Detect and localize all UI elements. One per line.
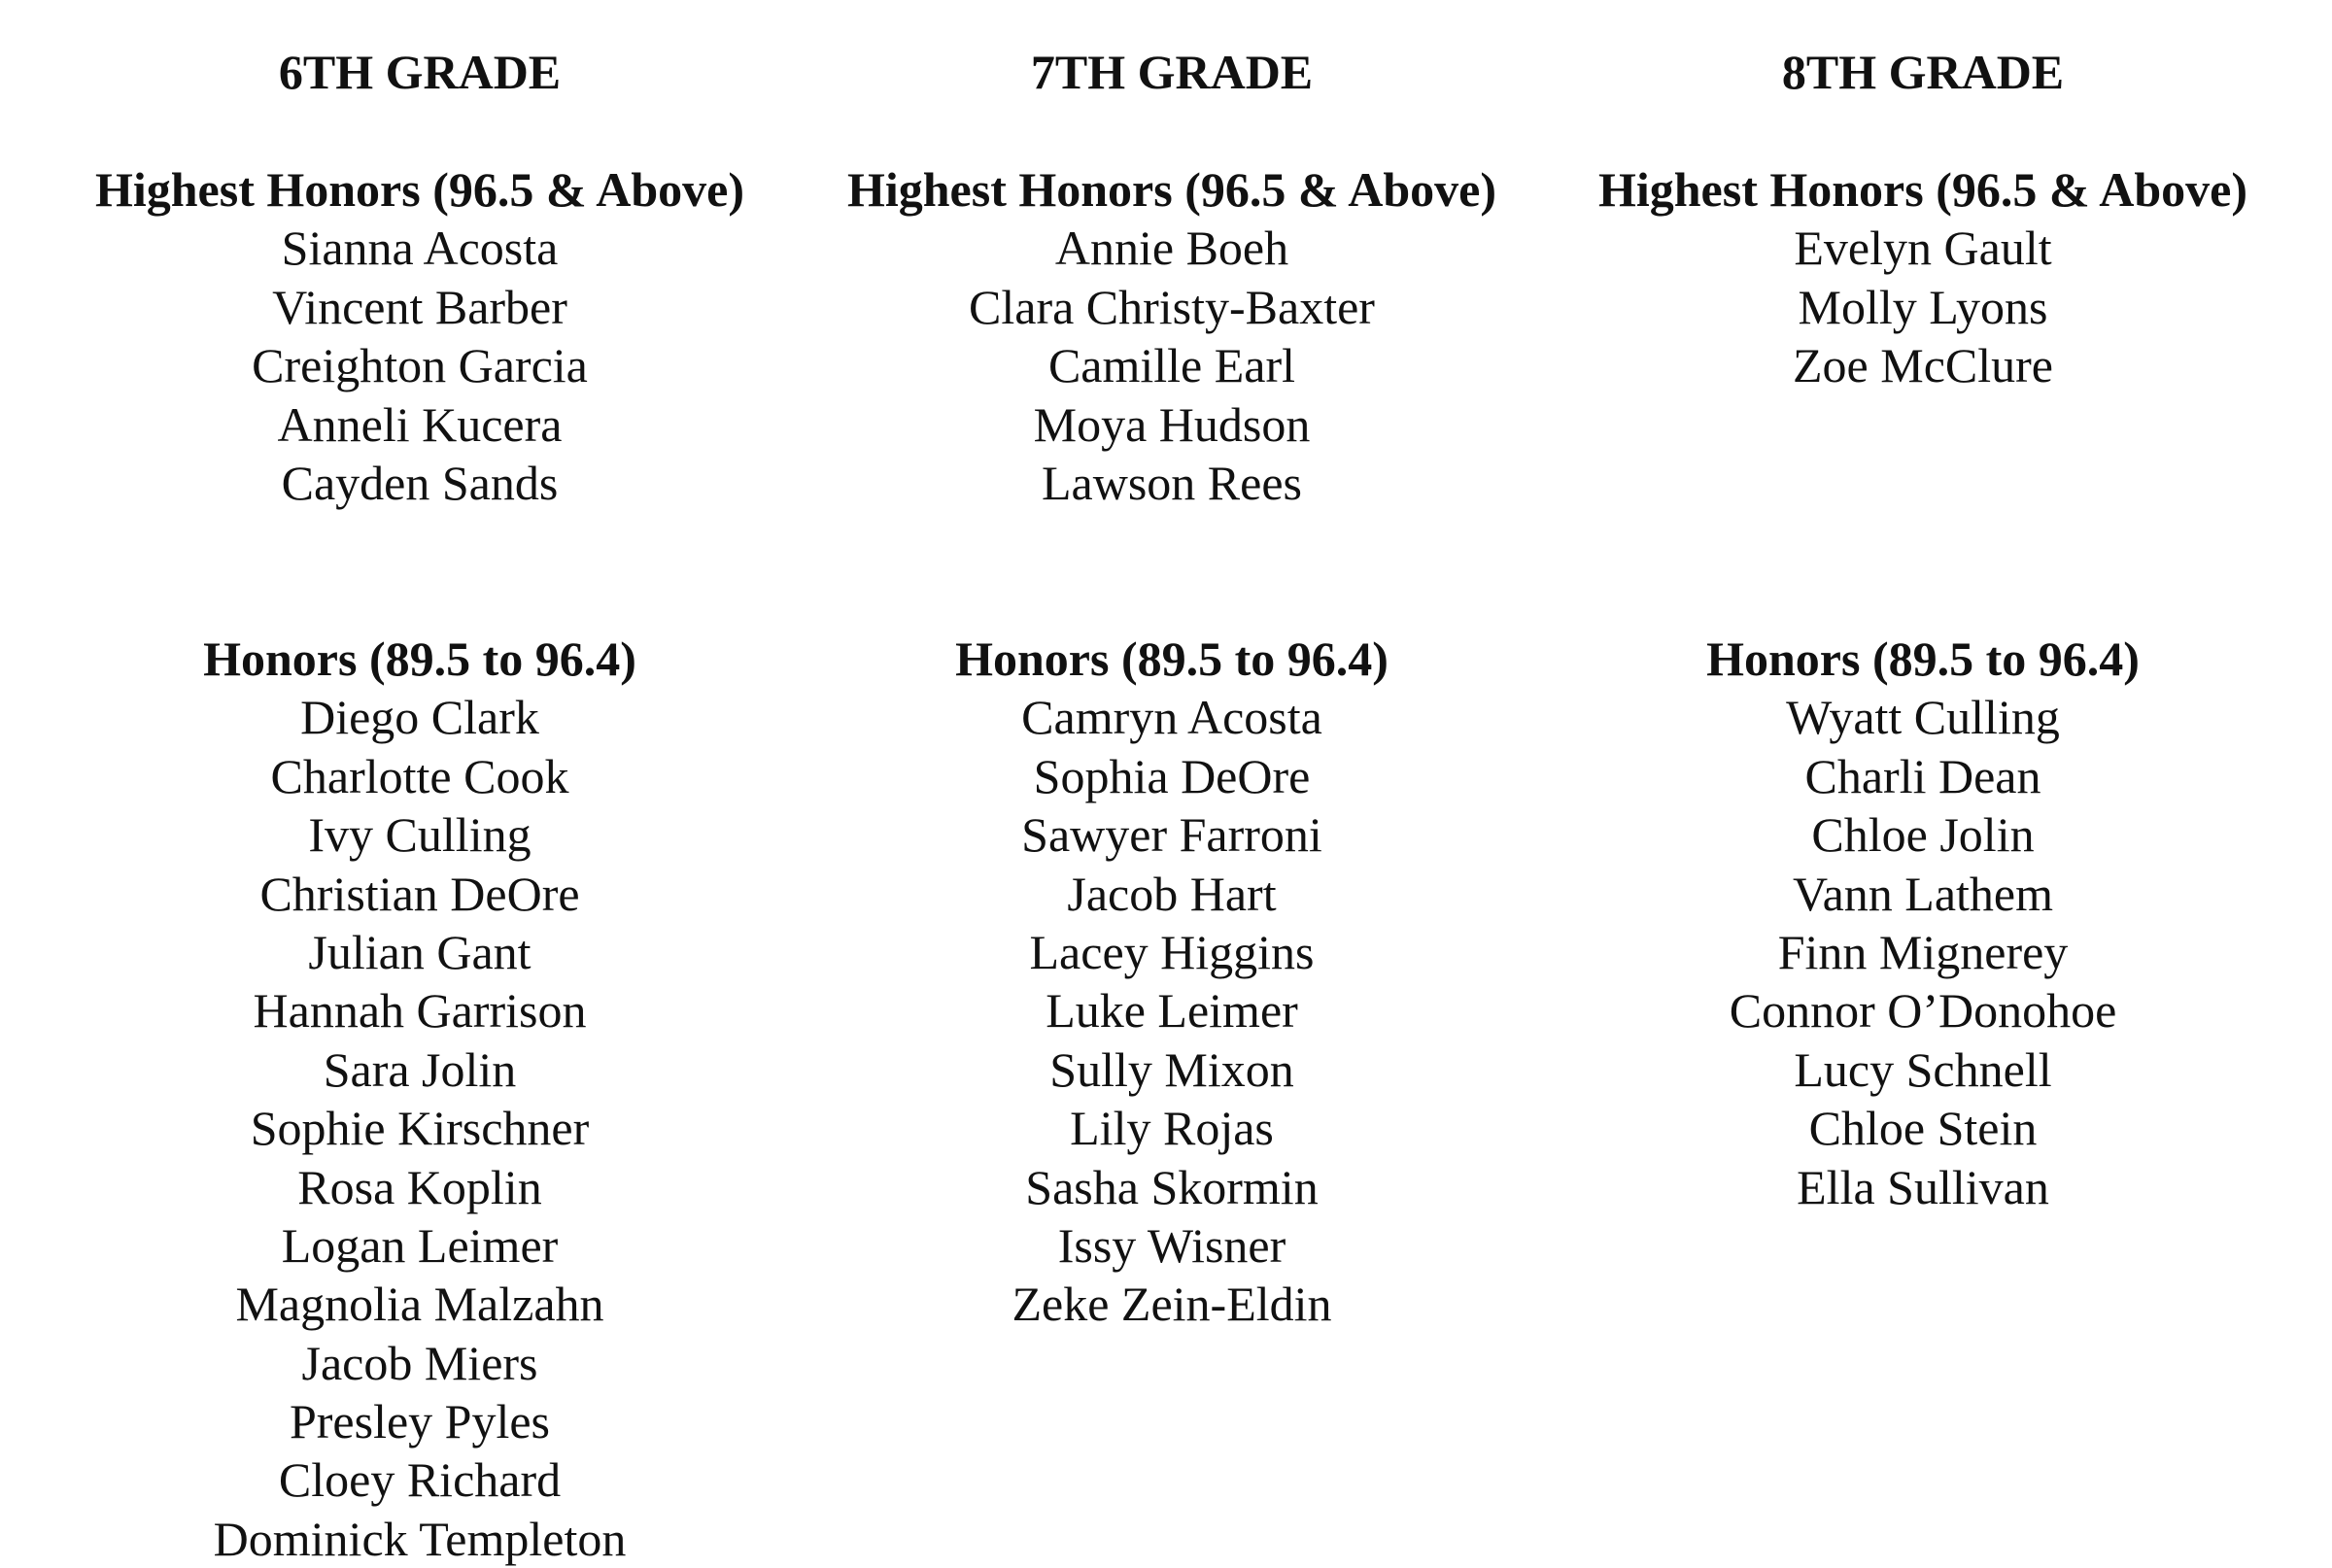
student-name: Sasha Skormin — [1025, 1159, 1319, 1214]
student-name: Cayden Sands — [281, 455, 559, 510]
student-name: Sophie Kirschner — [250, 1101, 590, 1156]
grade-title: 6TH GRADE — [278, 45, 562, 99]
student-name: Charlotte Cook — [270, 748, 569, 803]
student-name: Jacob Hart — [1067, 866, 1277, 921]
highest-honors-heading: Highest Honors (96.5 & Above) — [1597, 162, 2248, 217]
student-name: Zeke Zein-Eldin — [1012, 1277, 1332, 1332]
student-name: Lawson Rees — [1042, 455, 1302, 510]
grade-title: 7TH GRADE — [1030, 45, 1314, 99]
highest-honors-heading: Highest Honors (96.5 & Above) — [846, 162, 1497, 217]
student-name: Evelyn Gault — [1794, 221, 2052, 276]
student-name: Christian DeOre — [259, 866, 580, 921]
student-name: Camryn Acosta — [1021, 690, 1322, 745]
grade-column-6th — [2, 43, 838, 1568]
highest-honors-list — [1505, 219, 2332, 394]
student-name: Logan Leimer — [281, 1217, 559, 1273]
highest-honors-section — [1505, 160, 2332, 630]
highest-honors-section — [754, 160, 1590, 630]
student-name: Julian Gant — [308, 924, 532, 979]
student-name: Dominick Templeton — [213, 1511, 627, 1566]
student-name: Charli Dean — [1804, 748, 2041, 803]
student-name: Connor O’Donohoe — [1729, 983, 2117, 1039]
honors-heading: Honors (89.5 to 96.4) — [955, 631, 1389, 686]
student-name: Luke Leimer — [1046, 983, 1298, 1039]
student-name: Sawyer Farroni — [1021, 807, 1322, 863]
student-name: Moya Hudson — [1033, 396, 1311, 452]
highest-honors-section — [2, 160, 838, 630]
student-name: Ella Sullivan — [1797, 1159, 2049, 1214]
grade-column-7th — [754, 43, 1590, 1334]
student-name: Sianna Acosta — [281, 221, 559, 276]
honors-heading: Honors (89.5 to 96.4) — [203, 631, 636, 686]
student-name: Lacey Higgins — [1029, 924, 1315, 979]
student-name: Lucy Schnell — [1794, 1041, 2052, 1097]
student-name: Chloe Jolin — [1811, 807, 2035, 863]
highest-honors-heading: Highest Honors (96.5 & Above) — [94, 162, 745, 217]
student-name: Annie Boeh — [1054, 221, 1289, 276]
student-name: Sully Mixon — [1049, 1041, 1294, 1097]
student-name: Sophia DeOre — [1033, 748, 1311, 803]
highest-honors-list — [754, 219, 1590, 512]
student-name: Anneli Kucera — [277, 396, 563, 452]
grade-column-8th — [1505, 43, 2332, 1216]
honors-section — [2, 630, 838, 1568]
student-name: Sara Jolin — [323, 1041, 517, 1097]
student-name: Issy Wisner — [1057, 1217, 1286, 1273]
student-name: Magnolia Malzahn — [235, 1277, 604, 1332]
highest-honors-list — [2, 219, 838, 512]
student-name: Vann Lathem — [1793, 866, 2053, 921]
student-name: Diego Clark — [300, 690, 539, 745]
student-name: Molly Lyons — [1798, 279, 2048, 334]
student-name: Hannah Garrison — [253, 983, 587, 1039]
student-name: Lily Rojas — [1070, 1101, 1274, 1156]
student-name: Rosa Koplin — [297, 1159, 542, 1214]
student-name: Wyatt Culling — [1786, 690, 2060, 745]
student-name: Presley Pyles — [289, 1394, 551, 1449]
student-name: Jacob Miers — [301, 1335, 538, 1390]
student-name: Cloey Richard — [278, 1452, 562, 1508]
student-name: Clara Christy-Baxter — [969, 279, 1375, 334]
student-name: Creighton Garcia — [252, 338, 588, 393]
student-name: Ivy Culling — [308, 807, 532, 863]
honors-heading: Honors (89.5 to 96.4) — [1706, 631, 2140, 686]
honors-section — [754, 630, 1590, 1334]
student-name: Camille Earl — [1047, 338, 1296, 393]
honors-section — [1505, 630, 2332, 1216]
honors-list — [1505, 688, 2332, 1216]
student-name: Vincent Barber — [272, 279, 567, 334]
student-name: Chloe Stein — [1808, 1101, 2038, 1156]
student-name: Finn Mignerey — [1777, 924, 2069, 979]
student-name: Zoe McClure — [1793, 338, 2053, 393]
honors-list — [2, 688, 838, 1568]
honors-list — [754, 688, 1590, 1333]
grade-title: 8TH GRADE — [1781, 45, 2065, 99]
